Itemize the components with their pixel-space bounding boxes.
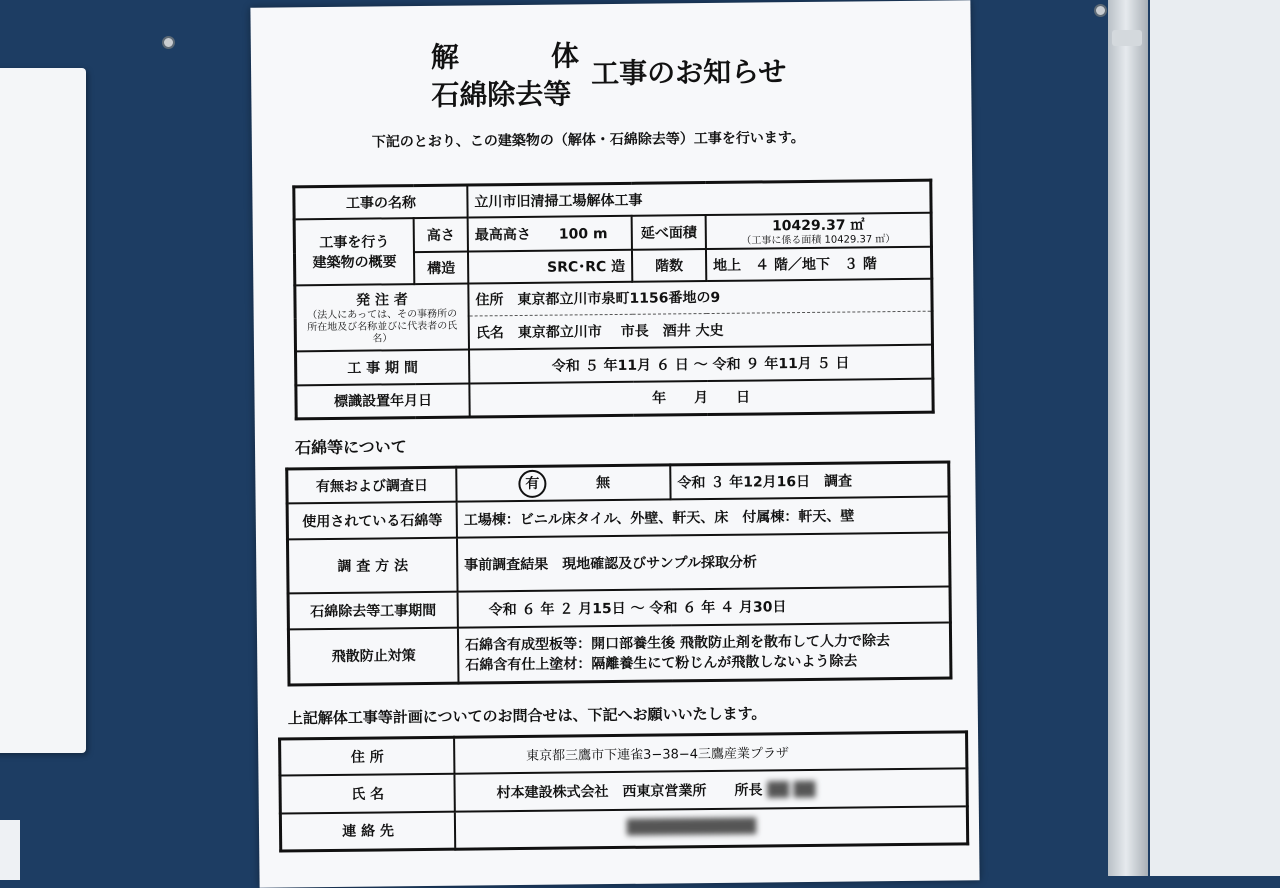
construction-notice-sign — [250, 0, 979, 887]
method-label: 調 査 方 法 — [287, 537, 457, 593]
adjacent-notice-board-lower — [0, 820, 20, 880]
building-label: 工事を行う 建築物の概要 — [294, 218, 414, 285]
redacted-phone-number: ████████████ — [626, 818, 757, 837]
client-address: 住所 東京都立川市泉町1156番地の9 — [468, 278, 932, 316]
address-value: 東京都三鷹市下連雀3−38−4三鷹産業プラザ — [454, 732, 967, 773]
height-label: 高さ — [414, 217, 468, 252]
period-label: 工 事 期 間 — [296, 349, 470, 385]
scatter-label: 飛散防止対策 — [288, 627, 458, 685]
company-value: 村本建設株式会社 西東京営業所 所長 ██ ██ — [454, 768, 967, 811]
period-value: 令和 ５ 年11月 ６ 日 〜 令和 ９ 年11月 ５ 日 — [469, 344, 933, 383]
client-label: 発 注 者 （法人にあっては、その事務所の 所在地及び名称並びに代表者の氏名） — [295, 283, 469, 351]
floor-area-value: 10429.37 ㎡ （工事に係る面積 10429.37 ㎡） — [706, 212, 932, 248]
title-asbestos-removal: 石綿除去等 — [431, 77, 572, 112]
adjacent-notice-board — [0, 68, 86, 753]
contact-table — [278, 730, 969, 852]
floors-value: 地上 ４ 階／地下 ３ 階 — [706, 246, 932, 280]
client-name: 氏名 東京都立川市 市長 酒井 大史 — [469, 311, 933, 349]
materials-label: 使用されている石綿等 — [287, 501, 457, 539]
presence-yes-circled: 有 — [518, 469, 546, 497]
asbestos-section-title: 石綿等について — [294, 437, 407, 458]
structure-value: SRC･RC 造 — [468, 249, 632, 283]
rail-cap — [1112, 30, 1142, 46]
subtitle: 下記のとおり、この建築物の（解体・石綿除去等）工事を行います。 — [371, 129, 805, 151]
screw-icon — [162, 36, 175, 49]
title-demolition: 解 体 — [430, 39, 592, 74]
name-label: 工事の名称 — [294, 185, 468, 219]
title-notice: 工事のお知らせ — [590, 55, 787, 91]
removal-period-label: 石綿除去等工事期間 — [288, 591, 458, 629]
inquiry-text: 上記解体工事等計画についてのお問合せは、下記へお願いいたします。 — [287, 704, 767, 728]
posted-date-label: 標識設置年月日 — [296, 383, 470, 419]
structure-label: 構造 — [414, 251, 468, 284]
contact-value-redacted — [455, 806, 968, 849]
address-label: 住 所 — [280, 737, 455, 775]
removal-period-value: 令和 ６ 年 ２ 月15日 〜 令和 ６ 年 ４ 月30日 — [458, 586, 951, 627]
floor-area-label: 延べ面積 — [632, 215, 706, 250]
name-value: 立川市旧清掃工場解体工事 — [467, 180, 931, 217]
floors-label: 階数 — [632, 249, 706, 282]
presence-no: 無 — [595, 474, 611, 491]
metal-rail — [1108, 0, 1148, 876]
screw-icon — [1094, 4, 1107, 17]
presence-value — [456, 465, 670, 501]
height-value: 最高高さ 100 m — [468, 215, 632, 251]
method-value: 事前調査結果 現地確認及びサンプル採取分析 — [457, 532, 950, 591]
redacted-manager-name: ██ ██ — [767, 781, 816, 798]
construction-overview-table — [292, 179, 934, 421]
posted-date-value: 年 月 日 — [469, 378, 933, 417]
scatter-value: 石綿含有成型板等：開口部養生後 飛散防止剤を散布して人力で除去 石綿含有仕上塗材：隔離養生にて粉じんが飛散しないよう除去 — [458, 622, 951, 683]
contact-label: 連 絡 先 — [280, 811, 455, 851]
presence-label: 有無および調査日 — [287, 467, 457, 503]
asbestos-table — [285, 460, 952, 686]
wall — [1150, 0, 1280, 876]
survey-date: 令和 ３ 年12月16日 調査 — [670, 462, 949, 499]
name-label: 氏 名 — [280, 773, 455, 813]
materials-value: 工場棟：ビニル床タイル、外壁、軒天、床 付属棟：軒天、壁 — [457, 496, 950, 537]
